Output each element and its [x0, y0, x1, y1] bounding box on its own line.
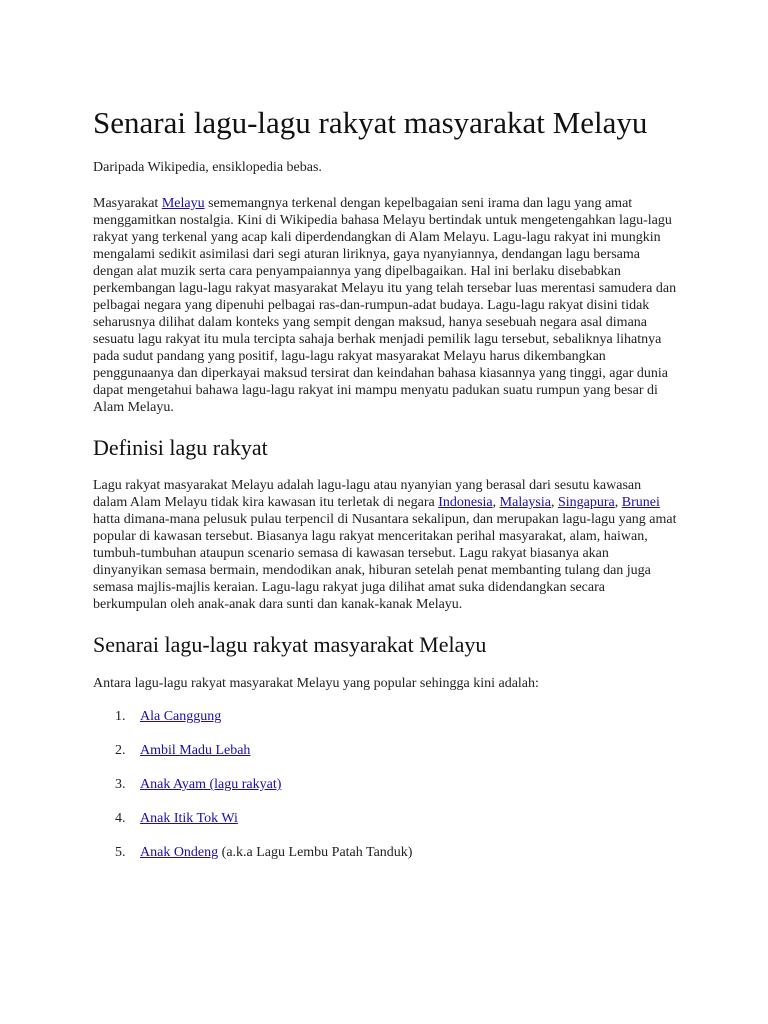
song-note: (a.k.a Lagu Lembu Patah Tanduk) [218, 845, 413, 860]
separator: , [492, 495, 500, 510]
page-subtitle: Daripada Wikipedia, ensiklopedia bebas. [93, 160, 322, 175]
link-singapura[interactable]: Singapura [557, 495, 615, 510]
song-link[interactable]: Anak Ondeng [140, 845, 219, 860]
list-number: 3. [115, 777, 126, 792]
song-link[interactable]: Ambil Madu Lebah [140, 743, 251, 758]
list-number: 2. [115, 743, 126, 758]
link-melayu[interactable]: Melayu [161, 196, 205, 211]
list-item [93, 810, 678, 827]
list-item [93, 844, 678, 861]
song-link[interactable]: Ala Canggung [140, 709, 222, 724]
senarai-intro: Antara lagu-lagu rakyat masyarakat Melayu yang popular sehingga kini adalah: [93, 676, 539, 691]
section-heading-senarai: Senarai lagu-lagu rakyat masyarakat Melayu [93, 632, 487, 657]
separator: , [550, 495, 558, 510]
song-list [93, 708, 678, 861]
intro-rest: sememangnya terkenal dengan kepelbagaian seni irama dan lagu yang amat menggamitkan nostalgia. Kini di Wikipedia bahasa Melayu bertindak untuk mengetengahkan lagu-lagu rakyat yang terkenal yang acap kali diperdendangkan di Alam Melayu. Lagu-lagu rakyat ini mungkin mengalami sedikit asimilasi dari segi aturan liriknya, gaya nyanyiannya, dendangan lagu bersama dengan alat muzik serta cara penyampaiannya yang dipelbagaikan. Hal ini berlaku disebabkan perkembangan lagu-lagu rakyat masyarakat Melayu itu yang telah tersebar luas merentasi samudera dan pelbagai negara yang dipenuhi pelbagai ras-dan-rumpun-adat budaya. Lagu-lagu rakyat disini tidak seharusnya dilihat dalam konteks yang sempit dengan maksud, hanya sesebuah negara asal dimana sesuatu lagu rakyat itu mula tercipta sahaja berhak menjadi pemilik lagu tersebut, sebaliknya lihatnya pada sudut pandang yang positif, lagu-lagu rakyat masyarakat Melayu harus dikembangkan penggunaanya dan diperkayai maksud tersirat dan keindahan bahasa kiasannya yang tinggi, agar dunia dapat mengetahui bahawa lagu-lagu rakyat ini mampu menyatu padukan suatu rumpun yang besar di Alam Melayu. [93, 196, 677, 415]
article-content [93, 104, 678, 878]
list-item [93, 742, 678, 759]
song-link[interactable]: Anak Ayam (lagu rakyat) [140, 777, 282, 792]
section-heading-definisi: Definisi lagu rakyat [93, 435, 268, 460]
list-number: 4. [115, 811, 126, 826]
intro-lead: Masyarakat [93, 196, 162, 211]
link-malaysia[interactable]: Malaysia [499, 495, 551, 510]
link-brunei[interactable]: Brunei [621, 495, 660, 510]
list-number: 1. [115, 709, 126, 724]
definisi-paragraph [93, 477, 678, 613]
definisi-rest: hatta dimana-mana pelusuk pulau terpencil di Nusantara sekalipun, dan merupakan lagu-lagu yang amat popular di kawasan tersebut. Biasanya lagu rakyat menceritakan perihal masyarakat, alam, haiwan, tumbuh-tumbuhan ataupun scenario semasa di kawasan tersebut. Lagu rakyat biasanya akan dinyanyikan semasa bermain, mendodikan anak, hiburan setelah penat membanting tulang dan juga semasa majlis-majlis keraian. Lagu-lagu rakyat juga dilihat amat suka didendangkan secara berkumpulan oleh anak-anak dara sunti dan kanak-kanak Melayu. [93, 512, 677, 612]
separator: , [614, 495, 622, 510]
list-number: 5. [115, 845, 126, 860]
link-indonesia[interactable]: Indonesia [438, 495, 493, 510]
song-link[interactable]: Anak Itik Tok Wi [140, 811, 238, 826]
list-item [93, 708, 678, 725]
list-item [93, 776, 678, 793]
definisi-lead: Lagu rakyat masyarakat Melayu adalah lagu-lagu atau nyanyian yang berasal dari sesutu kawasan dalam Alam Melayu tidak kira kawasan itu terletak di negara [93, 478, 642, 510]
page-title: Senarai lagu-lagu rakyat masyarakat Melayu [93, 105, 648, 140]
intro-paragraph [93, 195, 678, 416]
